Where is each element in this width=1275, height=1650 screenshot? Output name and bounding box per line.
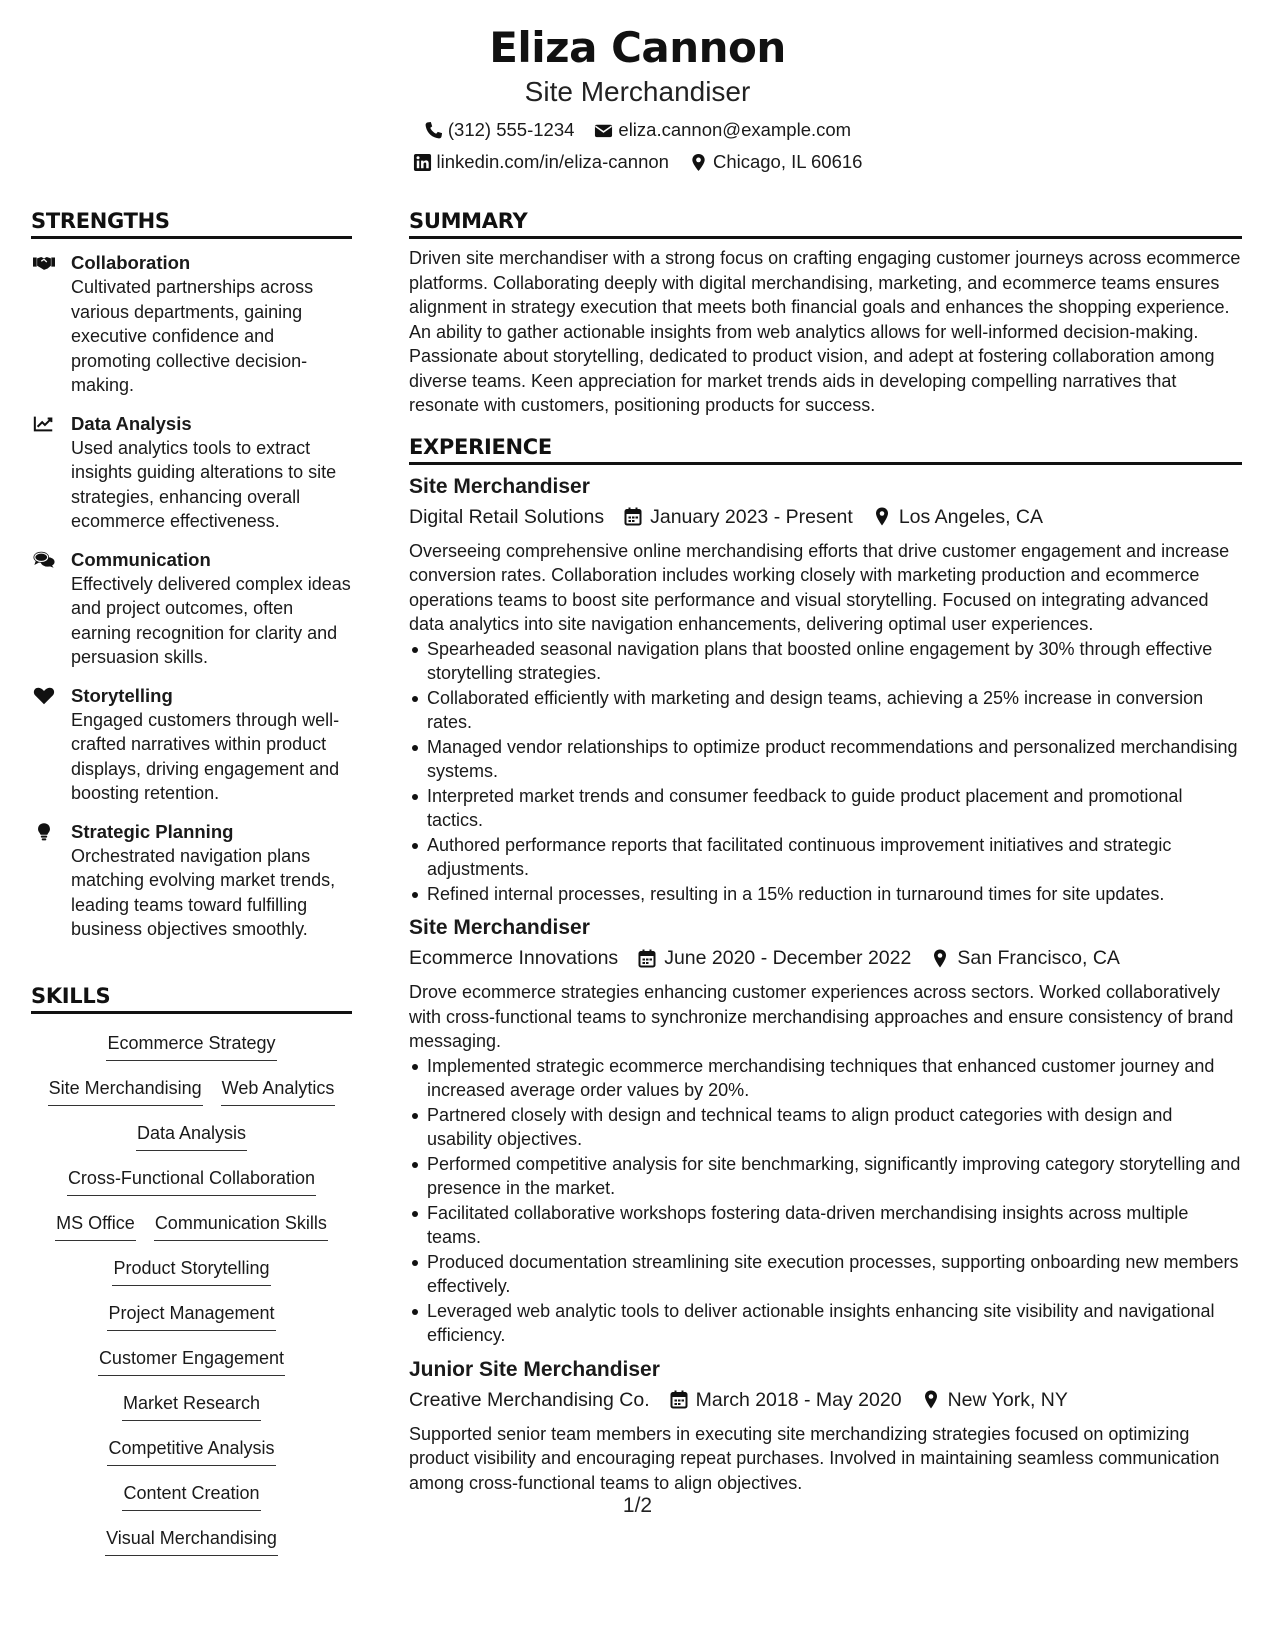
bullet-item: Managed vendor relationships to optimize product recommendations and personalized merchandising systems. — [427, 735, 1242, 784]
job-description: Supported senior team members in executing site merchandizing strategies focused on optimizing product visibility and encouraging repeat purchases. Involved in maintaining seamless communication among cross-functional teams to align objectives. — [409, 1423, 1220, 1493]
skill-row — [31, 1030, 352, 1075]
skill-row — [31, 1300, 352, 1345]
map-marker-icon — [689, 153, 708, 172]
strength-desc: Engaged customers through well-crafted narratives within product displays, driving engagement and boosting retention. — [71, 709, 340, 803]
skill-tag: Ecommerce Strategy — [106, 1030, 276, 1061]
job-bullets — [409, 1054, 1242, 1348]
job-meta — [409, 944, 1242, 972]
skill-tag: Content Creation — [122, 1480, 260, 1511]
skill-row — [31, 1120, 352, 1165]
summary-text: Driven site merchandiser with a strong focus on crafting engaging customer journeys across ecommerce platforms. Collaborating deeply with digital merchandising, marketing, and ecommerce teams ensures alignment in strategy execution that meets both financial goals and enhances the shopping experience. An ability to gather actionable insights from web analytics allows for well-informed decision-making. Passionate about storytelling, dedicated to product vision, and adept at fostering collaboration among diverse teams. Keen appreciation for market trends aids in developing compelling narratives that resonate with customers, positioning products for success. — [409, 248, 1241, 415]
strength-desc: Orchestrated navigation plans matching evolving market trends, leading teams toward fulfilling business objectives smoothly. — [71, 845, 336, 939]
resume-header — [0, 22, 1275, 174]
strength-item-communication — [31, 548, 352, 670]
strength-title: Data Analysis — [71, 412, 192, 434]
linkedin-text: linkedin.com/in/eliza-cannon — [436, 151, 669, 172]
skill-tag: MS Office — [55, 1210, 136, 1241]
job-meta — [409, 1386, 1242, 1414]
job-dates: March 2018 - May 2020 — [695, 1388, 902, 1411]
bullet-item: Authored performance reports that facilitated continuous improvement initiatives and strategic adjustments. — [427, 833, 1242, 882]
strength-title: Communication — [71, 548, 211, 570]
map-marker-icon — [931, 949, 949, 968]
skill-tag: Communication Skills — [154, 1210, 328, 1241]
strength-desc: Used analytics tools to extract insights guiding alterations to site strategies, enhancing overall ecommerce effectiveness. — [71, 437, 337, 531]
strength-title: Strategic Planning — [71, 820, 234, 842]
skills-section — [31, 982, 352, 1570]
strength-item-data-analysis — [31, 412, 352, 534]
calendar-icon — [670, 1390, 688, 1409]
job-title: Site Merchandiser — [409, 474, 590, 498]
job-bullets — [409, 637, 1242, 907]
bullet-item: Spearheaded seasonal navigation plans that boosted online engagement by 30% through effective storytelling strategies. — [427, 637, 1242, 686]
strength-desc: Cultivated partnerships across various departments, gaining executive confidence and promoting collective decision-making. — [71, 277, 314, 395]
strength-title: Collaboration — [71, 252, 191, 273]
skill-tag: Project Management — [107, 1300, 275, 1331]
job-description: Overseeing comprehensive online merchandising efforts that drive customer engagement and increase conversion rates. Collaboration includes working closely with marketing production and ecommerce operations teams to boost site performance and visual storytelling. Focused on integrating advanced data analytics into site navigation enhancements, delivering optimal user experiences. — [409, 540, 1230, 634]
email-contact[interactable] — [594, 118, 851, 142]
skill-tag: Site Merchandising — [48, 1075, 203, 1106]
phone-contact — [424, 118, 575, 142]
skill-tag: Cross-Functional Collaboration — [67, 1165, 316, 1196]
company-name: Ecommerce Innovations — [409, 947, 619, 969]
skill-row — [31, 1165, 352, 1210]
job-meta — [409, 503, 1242, 531]
company-name: Creative Merchandising Co. — [409, 1388, 650, 1411]
map-marker-icon — [922, 1390, 940, 1409]
job-location: Los Angeles, CA — [898, 505, 1043, 528]
bullet-item: Implemented strategic ecommerce merchandising techniques that enhanced customer journey and increased average order values by 20%. — [427, 1054, 1242, 1103]
calendar-icon — [638, 949, 656, 968]
strength-item-storytelling — [31, 684, 352, 806]
skill-row — [31, 1390, 352, 1435]
experience-heading: EXPERIENCE — [409, 433, 1242, 465]
skill-row — [31, 1255, 352, 1300]
calendar-icon — [624, 507, 642, 526]
strength-item-collaboration — [31, 251, 352, 398]
job-entry — [409, 473, 1242, 907]
bullet-item: Refined internal processes, resulting in a 15% reduction in turnaround times for site updates. — [427, 882, 1242, 907]
bullet-item: Collaborated efficiently with marketing and design teams, achieving a 25% increase in conversion rates. — [427, 686, 1242, 735]
phone-text: (312) 555-1234 — [447, 119, 575, 140]
location-contact — [689, 150, 862, 174]
skill-tag: Market Research — [122, 1390, 261, 1421]
phone-icon — [424, 121, 443, 140]
skills-heading: SKILLS — [31, 982, 352, 1014]
company-name: Digital Retail Solutions — [409, 505, 605, 528]
job-entry — [409, 1356, 1242, 1496]
skill-tag: Product Storytelling — [112, 1255, 270, 1286]
summary-heading: SUMMARY — [409, 207, 1242, 239]
job-location: San Francisco, CA — [957, 947, 1120, 969]
bullet-item: Produced documentation streamlining site execution processes, supporting onboarding new members effectively. — [427, 1250, 1242, 1299]
job-location: New York, NY — [947, 1388, 1068, 1411]
skill-row — [31, 1075, 352, 1120]
comments-icon — [33, 550, 55, 570]
skill-row — [31, 1435, 352, 1480]
page-number: 1/2 — [622, 1494, 653, 1517]
skill-tag: Web Analytics — [221, 1075, 336, 1106]
handshake-icon — [33, 253, 55, 273]
candidate-name: Eliza Cannon — [489, 23, 786, 72]
skill-tag: Data Analysis — [136, 1120, 247, 1151]
job-entry — [409, 914, 1242, 1348]
candidate-role: Site Merchandiser — [524, 76, 751, 107]
bullet-item: Interpreted market trends and consumer feedback to guide product placement and promotional tactics. — [427, 784, 1242, 833]
bullet-item: Facilitated collaborative workshops fostering data-driven merchandising insights across multiple teams. — [427, 1201, 1242, 1250]
chart-line-icon — [33, 414, 55, 434]
email-text: eliza.cannon@example.com — [618, 119, 852, 140]
linkedin-icon — [413, 153, 432, 172]
contact-row-2 — [0, 150, 1275, 174]
bullet-item: Partnered closely with design and technical teams to align product categories with design and usability objectives. — [427, 1103, 1242, 1152]
bullet-item: Leveraged web analytic tools to deliver actionable insights enhancing site visibility and navigational efficiency. — [427, 1299, 1242, 1348]
job-dates: June 2020 - December 2022 — [664, 947, 912, 969]
skill-tag: Visual Merchandising — [105, 1525, 278, 1556]
skill-row — [31, 1525, 352, 1570]
map-marker-icon — [873, 507, 891, 526]
bullet-item: Performed competitive analysis for site benchmarking, significantly improving category storytelling and presence in the market. — [427, 1152, 1242, 1201]
skills-list — [31, 1030, 352, 1570]
strengths-list — [31, 251, 352, 942]
lightbulb-icon — [33, 822, 55, 842]
strengths-heading: STRENGTHS — [31, 207, 352, 239]
job-title: Junior Site Merchandiser — [409, 1357, 660, 1381]
skill-tag: Competitive Analysis — [107, 1435, 275, 1466]
heart-icon — [33, 686, 55, 706]
contact-row-1 — [0, 118, 1275, 142]
right-column — [409, 207, 1242, 1495]
job-dates: January 2023 - Present — [650, 505, 853, 528]
job-title: Site Merchandiser — [409, 916, 590, 939]
strength-item-strategic-planning — [31, 820, 352, 942]
strength-title: Storytelling — [71, 684, 173, 706]
envelope-icon — [594, 121, 613, 140]
location-text: Chicago, IL 60616 — [712, 151, 863, 172]
left-column — [31, 207, 352, 1548]
skill-row — [31, 1210, 352, 1255]
job-description: Drove ecommerce strategies enhancing customer experiences across sectors. Worked collaboratively with cross-functional teams to synchronize merchandising approaches and ensure consistency of brand messaging. — [409, 982, 1234, 1051]
skill-row — [31, 1345, 352, 1390]
linkedin-contact[interactable] — [413, 150, 669, 174]
strength-desc: Effectively delivered complex ideas and project outcomes, often earning recognition for clarity and persuasion skills. — [71, 573, 351, 667]
skill-tag: Customer Engagement — [98, 1345, 285, 1376]
